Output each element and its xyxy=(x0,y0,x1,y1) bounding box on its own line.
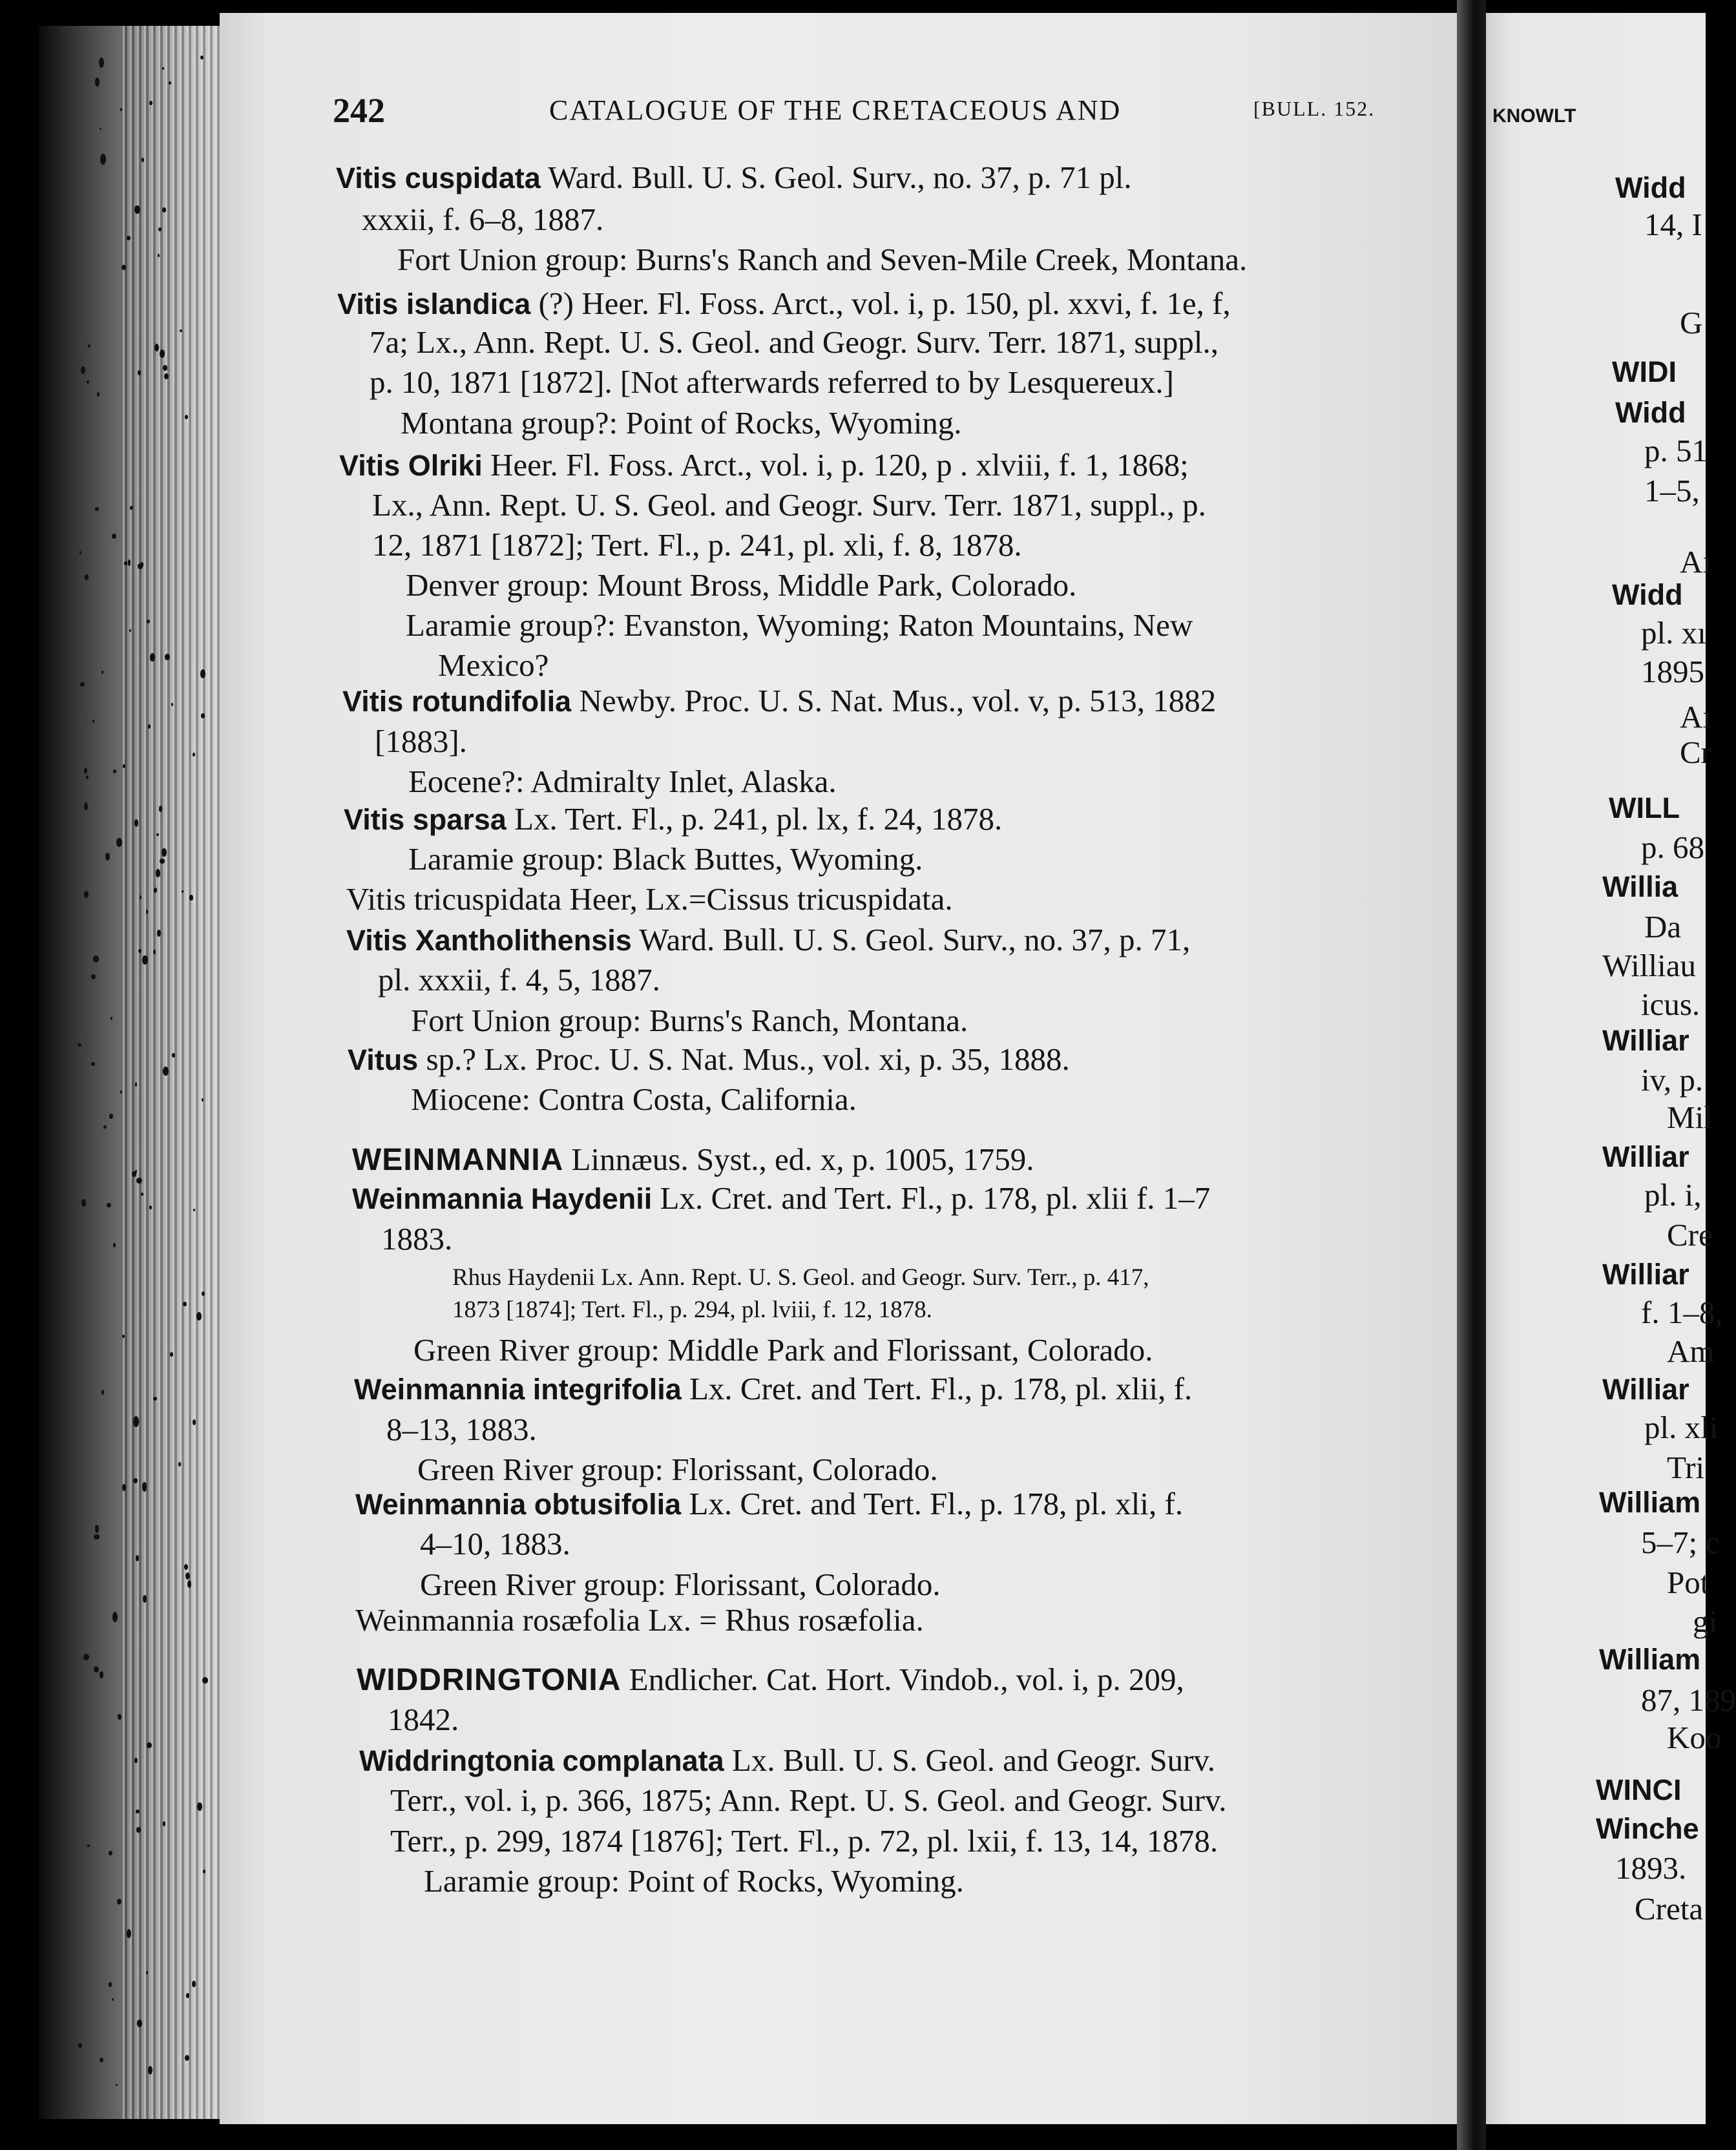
speck xyxy=(157,930,161,937)
speck xyxy=(193,1209,196,1211)
speck xyxy=(202,1098,204,1101)
species-name: William xyxy=(1599,1643,1701,1676)
citation-text: Eocene?: Admiralty Inlet, Alaska. xyxy=(408,764,837,799)
species-name: Vitis cuspidata xyxy=(336,162,541,194)
speck xyxy=(87,1844,89,1847)
species-name: Williar xyxy=(1602,1140,1689,1173)
citation-text: Newby. Proc. U. S. Nat. Mus., vol. v, p. 513, 1882 xyxy=(571,683,1217,718)
speck xyxy=(133,1416,139,1426)
right-page-line xyxy=(1693,1602,1717,1641)
citation-text: [1883]. xyxy=(375,724,467,759)
right-page-line xyxy=(1599,1483,1700,1522)
citation-text: Laramie group?: Evanston, Wyoming; Raton Mountains, New xyxy=(406,607,1193,643)
citation-text: gi xyxy=(1693,1603,1718,1639)
right-page-line xyxy=(1635,1890,1703,1928)
citation-text: Lx. Cret. and Tert. Fl., p. 178, pl. xli, f. xyxy=(681,1486,1184,1521)
speck xyxy=(156,833,159,836)
speck xyxy=(142,955,147,965)
speck xyxy=(160,350,165,358)
right-page-line xyxy=(1644,205,1702,244)
entry-line xyxy=(401,404,962,443)
citation-text: pl. xxxii, f. 4, 5, 1887. xyxy=(378,962,660,997)
citation-text: xxxii, f. 6–8, 1887. xyxy=(362,202,604,237)
citation-text: Lx. Tert. Fl., p. 241, pl. lx, f. 24, 1878. xyxy=(506,801,1003,837)
speck xyxy=(202,1677,208,1684)
entry-line xyxy=(362,200,603,239)
entry-line xyxy=(452,1295,932,1325)
speck xyxy=(123,764,125,769)
citation-text: 1842. xyxy=(388,1702,459,1737)
speck xyxy=(183,1302,187,1306)
citation-text: 12, 1871 [1872]; Tert. Fl., p. 241, pl. xli, f. 8, 1878. xyxy=(372,527,1022,563)
citation-text: 1–5, xyxy=(1644,473,1700,508)
speck xyxy=(159,806,162,811)
right-page-line xyxy=(1680,304,1702,342)
species-name: Vitus xyxy=(348,1043,419,1076)
right-page-line xyxy=(1615,393,1686,432)
speck xyxy=(138,949,141,953)
citation-text: sp.? Lx. Proc. U. S. Nat. Mus., vol. xi, p. 35, 1888. xyxy=(418,1041,1070,1077)
entry-line xyxy=(390,1781,1227,1820)
citation-text: Fort Union group: Burns's Ranch, Montana. xyxy=(411,1003,968,1038)
entry-line xyxy=(420,1565,941,1604)
entry-line xyxy=(417,1450,938,1489)
speck xyxy=(136,1827,141,1833)
citation-text: Green River group: Florissant, Colorado. xyxy=(417,1452,938,1487)
speck xyxy=(120,1091,122,1094)
citation-text: Aı xyxy=(1680,544,1711,579)
speck xyxy=(142,1482,147,1492)
right-page-line xyxy=(1602,1255,1689,1294)
entry-line xyxy=(359,1741,1215,1780)
entry-line xyxy=(370,323,1218,362)
citation-text: p. 10, 1871 [1872]. [Not afterwards referred to by Lesquereux.] xyxy=(370,364,1174,400)
entry-line xyxy=(411,1001,968,1040)
species-name: WIDI xyxy=(1612,355,1677,388)
species-name: Widdringtonia complanata xyxy=(359,1744,724,1777)
right-page-line xyxy=(1609,788,1680,828)
citation-text: Endlicher. Cat. Hort. Vindob., vol. i, p. 209, xyxy=(621,1662,1184,1697)
entry-line xyxy=(370,363,1174,402)
entry-line xyxy=(336,158,1132,198)
entry-line xyxy=(355,1601,924,1640)
speck xyxy=(149,1205,152,1209)
right-page-line xyxy=(1641,985,1700,1024)
citation-text: (?) Heer. Fl. Foss. Arct., vol. i, p. 150, pl. xxvi, f. 1e, f, xyxy=(530,286,1231,321)
speck xyxy=(189,895,193,901)
right-page xyxy=(1486,13,1736,2124)
citation-text: Lx. Cret. and Tert. Fl., p. 178, pl. xlii f. 1–7 xyxy=(652,1180,1211,1216)
entry-line xyxy=(357,1660,1184,1700)
citation-text: Laramie group: Point of Rocks, Wyoming. xyxy=(424,1863,964,1899)
speck xyxy=(138,563,143,570)
right-page-line xyxy=(1680,733,1711,772)
speck xyxy=(203,1870,205,1873)
speck xyxy=(117,1899,121,1905)
entry-line xyxy=(408,762,837,801)
right-page-line xyxy=(1667,1563,1709,1602)
speck xyxy=(171,703,173,706)
speck xyxy=(94,1534,99,1539)
citation-text: icus. xyxy=(1641,986,1700,1022)
entry-line xyxy=(344,800,1002,839)
speck xyxy=(201,713,205,718)
entry-line xyxy=(390,1822,1218,1861)
entry-line xyxy=(381,1220,452,1258)
right-page-line xyxy=(1641,652,1704,691)
speck xyxy=(116,2084,118,2086)
speck xyxy=(109,1114,113,1119)
speck xyxy=(135,1170,137,1174)
speck xyxy=(165,654,170,660)
citation-text: Cre xyxy=(1667,1217,1713,1253)
right-page-line xyxy=(1602,1137,1689,1176)
speck xyxy=(101,1390,104,1395)
species-name: Weinmannia obtusifolia xyxy=(355,1488,682,1521)
speck xyxy=(137,2020,142,2027)
right-page-line xyxy=(1644,1408,1718,1447)
citation-text: iv, p. xyxy=(1641,1062,1704,1098)
speck xyxy=(192,1981,195,1987)
entry-line xyxy=(420,1525,570,1563)
citation-text: Terr., p. 299, 1874 [1876]; Tert. Fl., p. 72, pl. lxii, f. 13, 14, 1878. xyxy=(390,1823,1218,1859)
right-page-line xyxy=(1641,1523,1719,1562)
citation-text: Lx. Cret. and Tert. Fl., p. 178, pl. xlii, f. xyxy=(681,1371,1193,1406)
right-page-line xyxy=(1615,168,1686,207)
right-page-header: KNOWLT xyxy=(1492,105,1576,127)
book-gutter xyxy=(1457,0,1486,2150)
citation-text: p. 51 xyxy=(1644,433,1708,468)
citation-text: Green River group: Middle Park and Florissant, Colorado. xyxy=(413,1332,1153,1368)
citation-text: Weinmannia rosæfolia Lx. = Rhus rosæfolia. xyxy=(355,1602,924,1638)
citation-text: 5–7; c xyxy=(1641,1525,1720,1560)
speck xyxy=(197,1802,202,1810)
citation-text: Ward. Bull. U. S. Geol. Surv., no. 37, p. 71 pl. xyxy=(540,160,1132,195)
citation-text: Montana group?: Point of Rocks, Wyoming. xyxy=(401,405,962,441)
entry-line xyxy=(352,1140,1034,1180)
entry-line xyxy=(408,840,923,879)
citation-text: pl. xli xyxy=(1644,1410,1719,1445)
right-page-line xyxy=(1641,1061,1703,1100)
citation-text: 87, 189 xyxy=(1641,1682,1736,1718)
species-name: Weinmannia integrifolia xyxy=(354,1373,682,1406)
species-name: WINCI xyxy=(1596,1773,1682,1806)
citation-text: Heer. Fl. Foss. Arct., vol. i, p. 120, p . xlviii, f. 1, 1868; xyxy=(482,447,1189,483)
citation-text: Am xyxy=(1667,1333,1715,1369)
speck xyxy=(134,205,140,214)
species-name: Williar xyxy=(1602,1024,1689,1057)
citation-text: Pot xyxy=(1667,1565,1710,1600)
speck xyxy=(148,2066,152,2074)
entry-line xyxy=(375,722,467,761)
entry-line xyxy=(372,486,1206,525)
citation-text: Miocene: Contra Costa, California. xyxy=(411,1081,857,1117)
genus-name: WEINMANNIA xyxy=(352,1143,564,1177)
speck xyxy=(92,720,95,723)
page-stack-edge xyxy=(123,26,220,2119)
page-number: 242 xyxy=(333,91,385,130)
right-page-line xyxy=(1641,1293,1723,1332)
right-page-line xyxy=(1612,575,1683,614)
entry-line xyxy=(411,1080,857,1119)
right-page-line xyxy=(1599,1640,1700,1679)
right-page-line xyxy=(1615,1849,1686,1888)
entry-line xyxy=(378,961,660,999)
citation-text: 7a; Lx., Ann. Rept. U. S. Geol. and Geogr. Surv. Terr. 1871, suppl., xyxy=(370,324,1219,360)
speck xyxy=(129,629,131,632)
speck xyxy=(100,154,106,165)
species-name: Vitis islandica xyxy=(337,287,531,320)
citation-text: Vitis tricuspidata Heer, Lx.=Cissus tricuspidata. xyxy=(346,881,953,917)
citation-text: Da xyxy=(1644,909,1682,945)
speck xyxy=(83,1654,89,1660)
citation-text: Tri xyxy=(1667,1450,1705,1485)
citation-text: 8–13, 1883. xyxy=(386,1412,537,1447)
entry-line xyxy=(337,284,1231,324)
citation-text: Williau xyxy=(1602,948,1696,983)
speck xyxy=(153,950,156,954)
speck xyxy=(109,1982,111,1987)
speck xyxy=(149,101,152,105)
genus-name: WIDDRINGTONIA xyxy=(357,1663,622,1697)
speck xyxy=(162,67,164,70)
speck xyxy=(196,1312,202,1320)
entry-line xyxy=(372,526,1022,565)
right-page-line xyxy=(1641,1681,1736,1720)
entry-line xyxy=(424,1862,964,1901)
speck xyxy=(140,895,141,899)
citation-text: G xyxy=(1680,305,1703,340)
entry-line xyxy=(355,1485,1183,1524)
entry-line xyxy=(388,1700,459,1739)
species-name: Willia xyxy=(1602,870,1678,903)
right-page-line xyxy=(1596,1809,1699,1848)
citation-text: Lx. Bull. U. S. Geol. and Geogr. Surv. xyxy=(724,1742,1215,1778)
speck xyxy=(164,373,168,379)
right-page-line xyxy=(1667,1332,1715,1371)
species-name: Winche xyxy=(1596,1812,1699,1845)
speck xyxy=(163,365,167,370)
speck xyxy=(124,561,127,565)
speck xyxy=(169,81,171,85)
citation-text: Laramie group: Black Buttes, Wyoming. xyxy=(408,841,923,877)
speck xyxy=(135,1082,137,1087)
entry-line xyxy=(406,566,1076,605)
speck xyxy=(113,1243,116,1247)
entry-line xyxy=(413,1331,1153,1370)
species-name: Widd xyxy=(1615,396,1686,429)
citation-text: 1893. xyxy=(1615,1850,1687,1886)
speck xyxy=(154,888,157,893)
speck xyxy=(81,366,85,374)
right-page-line xyxy=(1602,1021,1689,1060)
speck xyxy=(78,1043,81,1047)
right-page-line xyxy=(1680,543,1711,581)
entry-line xyxy=(346,880,953,919)
citation-text: Cr xyxy=(1680,735,1711,770)
citation-text: 4–10, 1883. xyxy=(420,1526,570,1561)
species-name: Vitis Olriki xyxy=(339,449,483,482)
speck xyxy=(172,1053,174,1058)
speck xyxy=(141,1193,143,1196)
speck xyxy=(136,1178,141,1184)
right-page-line xyxy=(1667,1098,1713,1137)
citation-text: 14, I xyxy=(1644,207,1702,242)
citation-text: p. 68 xyxy=(1641,830,1704,865)
right-page-line xyxy=(1602,946,1696,985)
speck xyxy=(84,891,89,899)
speck xyxy=(122,1335,125,1338)
speck xyxy=(113,769,116,773)
entry-line xyxy=(386,1410,537,1449)
citation-text: pl. i, xyxy=(1644,1177,1702,1213)
right-page-line xyxy=(1667,1718,1721,1757)
citation-text: 1873 [1874]; Tert. Fl., p. 294, pl. lviii, f. 12, 1878. xyxy=(452,1297,932,1323)
entry-line xyxy=(397,240,1247,279)
species-name: Williar xyxy=(1602,1373,1689,1406)
speck xyxy=(109,1851,112,1855)
speck xyxy=(80,682,85,687)
speck xyxy=(170,1352,173,1356)
running-title: CATALOGUE OF THE CRETACEOUS AND xyxy=(549,94,1122,126)
entry-line xyxy=(406,606,1193,645)
speck xyxy=(87,381,89,384)
citation-text: Green River group: Florissant, Colorado. xyxy=(420,1567,941,1602)
citation-text: Koo xyxy=(1667,1720,1722,1755)
speck xyxy=(146,1971,149,1974)
speck xyxy=(193,753,195,757)
citation-text: 1895 xyxy=(1641,654,1704,689)
right-page-line xyxy=(1644,472,1700,510)
right-page-line xyxy=(1680,698,1711,736)
right-page-line xyxy=(1641,828,1704,867)
species-name: WILL xyxy=(1609,791,1680,824)
speck xyxy=(160,859,165,864)
speck xyxy=(110,1017,113,1020)
citation-text: Fort Union group: Burns's Ranch and Seven-Mile Creek, Montana. xyxy=(397,242,1248,277)
citation-text: f. 1–8, xyxy=(1641,1295,1723,1330)
citation-text: Ward. Bull. U. S. Geol. Surv., no. 37, p. 71, xyxy=(631,922,1191,957)
right-page-line xyxy=(1644,432,1708,470)
right-page-line xyxy=(1641,614,1706,652)
citation-text: 1883. xyxy=(381,1221,453,1257)
citation-text: Lx., Ann. Rept. U. S. Geol. and Geogr. Surv. Terr. 1871, suppl., p. xyxy=(372,487,1206,523)
species-name: Vitis sparsa xyxy=(344,803,507,836)
citation-text: Mexico? xyxy=(438,647,549,683)
entry-line xyxy=(342,682,1216,721)
speck xyxy=(200,56,204,59)
speck xyxy=(154,344,159,351)
speck xyxy=(130,506,133,510)
speck xyxy=(185,1572,190,1580)
right-page-line xyxy=(1644,1176,1701,1215)
species-name: Vitis Xantholithensis xyxy=(346,924,632,957)
citation-text: Rhus Haydenii Lx. Ann. Rept. U. S. Geol. and Geogr. Surv. Terr., p. 417, xyxy=(452,1264,1149,1291)
citation-text: Aı xyxy=(1680,699,1711,735)
right-page-line xyxy=(1596,1770,1681,1810)
speck xyxy=(99,2058,103,2062)
species-name: William xyxy=(1599,1486,1701,1519)
speck xyxy=(187,1580,191,1588)
right-page-line xyxy=(1602,1370,1689,1409)
right-page-line xyxy=(1667,1216,1713,1255)
speck xyxy=(156,869,161,877)
speck xyxy=(93,955,99,962)
entry-line xyxy=(352,1179,1210,1218)
entry-line xyxy=(346,921,1190,960)
species-name: Widd xyxy=(1615,171,1686,204)
citation-text: Linnæus. Syst., ed. x, p. 1005, 1759. xyxy=(563,1142,1034,1177)
right-page-line xyxy=(1667,1448,1704,1487)
citation-text: Mil xyxy=(1667,1100,1713,1135)
bulletin-number: [BULL. 152. xyxy=(1253,97,1375,120)
entry-line xyxy=(339,446,1189,485)
speck xyxy=(107,1203,111,1207)
entry-line xyxy=(354,1370,1192,1409)
right-page-line xyxy=(1602,867,1678,906)
right-page-line xyxy=(1612,352,1677,391)
speck xyxy=(127,1929,132,1938)
species-name: Williar xyxy=(1602,1258,1689,1291)
citation-text: Creta xyxy=(1635,1891,1704,1926)
citation-text: Terr., vol. i, p. 366, 1875; Ann. Rept. U. S. Geol. and Geogr. Surv. xyxy=(390,1782,1227,1818)
entry-line xyxy=(452,1263,1149,1293)
citation-text: pl. xı xyxy=(1641,615,1706,651)
citation-text: Denver group: Mount Bross, Middle Park, Colorado. xyxy=(406,567,1077,603)
entry-line xyxy=(348,1040,1070,1080)
entry-line xyxy=(438,646,549,685)
species-name: Widd xyxy=(1612,578,1683,611)
species-name: Weinmannia Haydenii xyxy=(352,1182,653,1215)
species-name: Vitis rotundifolia xyxy=(342,685,572,718)
right-page-line xyxy=(1644,908,1681,946)
speck xyxy=(116,838,121,847)
